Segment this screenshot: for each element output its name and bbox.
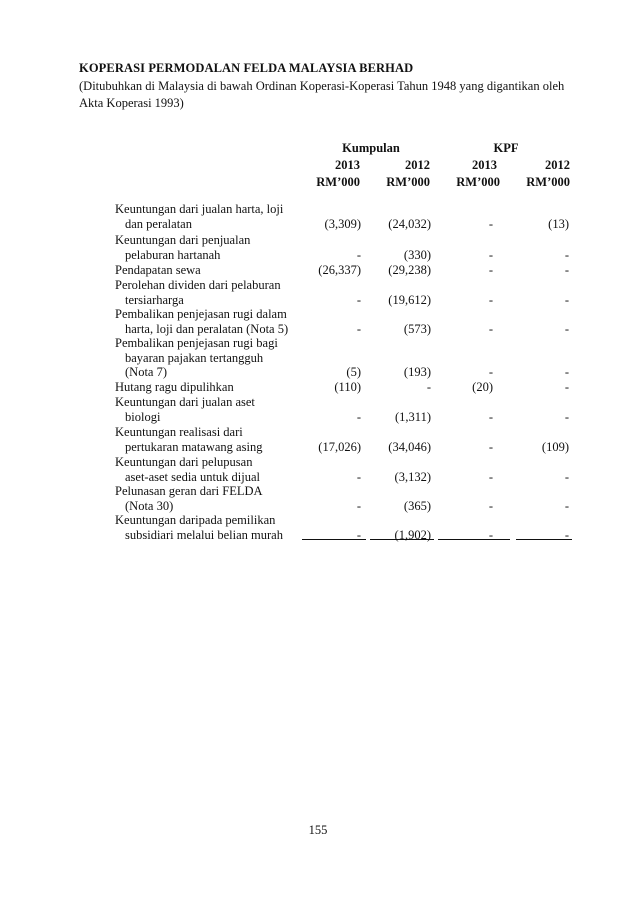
value-kumpulan-2013: - [356, 409, 361, 424]
row-description-line: aset-aset sedia untuk dijual [125, 469, 261, 484]
year-header-kpf-2013: 2013 [472, 158, 497, 172]
value-kpf-2012: (109) [541, 439, 569, 454]
value-kpf-2012: - [564, 498, 569, 513]
company-title: KOPERASI PERMODALAN FELDA MALAYSIA BERHAD [79, 61, 414, 75]
value-kpf-2013: - [488, 498, 493, 513]
value-kumpulan-2013: - [356, 247, 361, 262]
row-description [115, 233, 250, 262]
row-description-line: Keuntungan dari jualan harta, loji [115, 202, 284, 216]
unit-header-kpf-2013: RM’000 [456, 175, 500, 189]
row-description-line: Keuntungan daripada pemilikan [115, 513, 276, 527]
row-description-line: (Nota 30) [125, 498, 174, 513]
underline-kpf-2012 [516, 539, 572, 540]
value-kpf-2013: - [488, 365, 493, 380]
value-kpf-2012: - [564, 321, 569, 336]
value-kpf-2013: (20) [472, 380, 493, 394]
row-description [115, 380, 234, 395]
row-description-line: Pendapatan sewa [115, 263, 201, 277]
row-description-line: Keuntungan dari pelupusan [115, 455, 253, 469]
unit-header-kpf-2012: RM’000 [526, 175, 570, 189]
row-description-line: (Nota 7) [125, 365, 167, 380]
value-kpf-2012: (13) [548, 216, 569, 231]
row-description-line: Pelunasan geran dari FELDA [115, 484, 263, 498]
row-description [115, 484, 263, 513]
value-kumpulan-2013: (110) [334, 380, 361, 394]
row-description-line: bayaran pajakan tertangguh [125, 350, 264, 365]
value-kumpulan-2012: (365) [403, 498, 431, 513]
row-description-line: Keuntungan dari penjualan [115, 233, 251, 247]
row-description-line: pelaburan hartanah [125, 247, 221, 262]
group-header-kpf: KPF [493, 141, 519, 155]
year-header-kumpulan-2012: 2012 [405, 158, 430, 172]
value-kumpulan-2012: - [426, 380, 431, 394]
value-kumpulan-2013: (26,337) [318, 263, 361, 277]
unit-header-kumpulan-2012: RM’000 [386, 175, 430, 189]
value-kumpulan-2012: (34,046) [388, 439, 431, 454]
value-kumpulan-2013: (3,309) [324, 216, 361, 231]
value-kumpulan-2012: (24,032) [388, 216, 431, 231]
row-description-line: Hutang ragu dipulihkan [115, 380, 234, 394]
value-kumpulan-2013: - [356, 527, 361, 542]
row-description [115, 513, 283, 542]
row-description [115, 278, 281, 307]
value-kpf-2013: - [488, 527, 493, 542]
group-header-kumpulan: Kumpulan [342, 141, 400, 155]
row-description-line: harta, loji dan peralatan (Nota 5) [125, 321, 289, 336]
value-kumpulan-2013: - [356, 321, 361, 336]
row-description [115, 263, 201, 278]
row-description [115, 395, 255, 424]
value-kumpulan-2013: - [356, 292, 361, 307]
value-kpf-2012: - [564, 469, 569, 484]
row-description [115, 336, 278, 380]
value-kpf-2012: - [564, 365, 569, 380]
value-kumpulan-2013: (5) [346, 365, 361, 380]
value-kpf-2012: - [564, 292, 569, 307]
row-description-line: pertukaran matawang asing [125, 439, 263, 454]
value-kpf-2012: - [564, 247, 569, 262]
year-header-kpf-2012: 2012 [545, 158, 570, 172]
value-kpf-2012: - [564, 409, 569, 424]
row-description-line: Pembalikan penjejasan rugi bagi [115, 336, 278, 350]
row-description [115, 455, 260, 484]
value-kpf-2013: - [488, 263, 493, 277]
row-description-line: Perolehan dividen dari pelaburan [115, 278, 281, 292]
row-description-line: tersiarharga [125, 292, 184, 307]
value-kpf-2013: - [488, 321, 493, 336]
value-kumpulan-2012: (1,902) [394, 527, 431, 542]
value-kpf-2012: - [564, 380, 569, 394]
value-kumpulan-2012: (193) [403, 365, 431, 380]
value-kumpulan-2013: (17,026) [318, 439, 361, 454]
row-description-line: Pembalikan penjejasan rugi dalam [115, 307, 287, 321]
row-description-line: Keuntungan realisasi dari [115, 425, 243, 439]
page-number: 155 [308, 823, 328, 837]
value-kumpulan-2012: (3,132) [394, 469, 431, 484]
underline-kumpulan-2012 [370, 539, 434, 540]
underline-kumpulan-2013 [302, 539, 366, 540]
value-kumpulan-2013: - [356, 498, 361, 513]
underline-kpf-2013 [438, 539, 510, 540]
value-kpf-2013: - [488, 469, 493, 484]
value-kumpulan-2012: (29,238) [388, 263, 431, 277]
value-kumpulan-2012: (1,311) [395, 409, 431, 424]
value-kumpulan-2012: (330) [403, 247, 431, 262]
row-description [115, 425, 262, 454]
row-description-line: biologi [125, 409, 161, 424]
year-header-kumpulan-2013: 2013 [335, 158, 360, 172]
value-kpf-2013: - [488, 216, 493, 231]
company-subtitle: (Ditubuhkan di Malaysia di bawah Ordinan Koperasi-Koperasi Tahun 1948 yang digantikan oleh Akta Koperasi 1993) [79, 79, 565, 110]
value-kpf-2013: - [488, 292, 493, 307]
row-description-line: Keuntungan dari jualan aset [115, 395, 255, 409]
value-kpf-2012: - [564, 263, 569, 277]
value-kumpulan-2012: (573) [403, 321, 431, 336]
value-kpf-2013: - [488, 247, 493, 262]
row-description [115, 202, 283, 231]
value-kumpulan-2013: - [356, 469, 361, 484]
unit-header-kumpulan-2013: RM’000 [316, 175, 360, 189]
value-kpf-2013: - [488, 439, 493, 454]
value-kumpulan-2012: (19,612) [388, 292, 431, 307]
row-description-line: subsidiari melalui belian murah [125, 527, 283, 542]
row-description [115, 307, 288, 336]
value-kpf-2012: - [564, 527, 569, 542]
value-kpf-2013: - [488, 409, 493, 424]
row-description-line: dan peralatan [125, 216, 192, 231]
